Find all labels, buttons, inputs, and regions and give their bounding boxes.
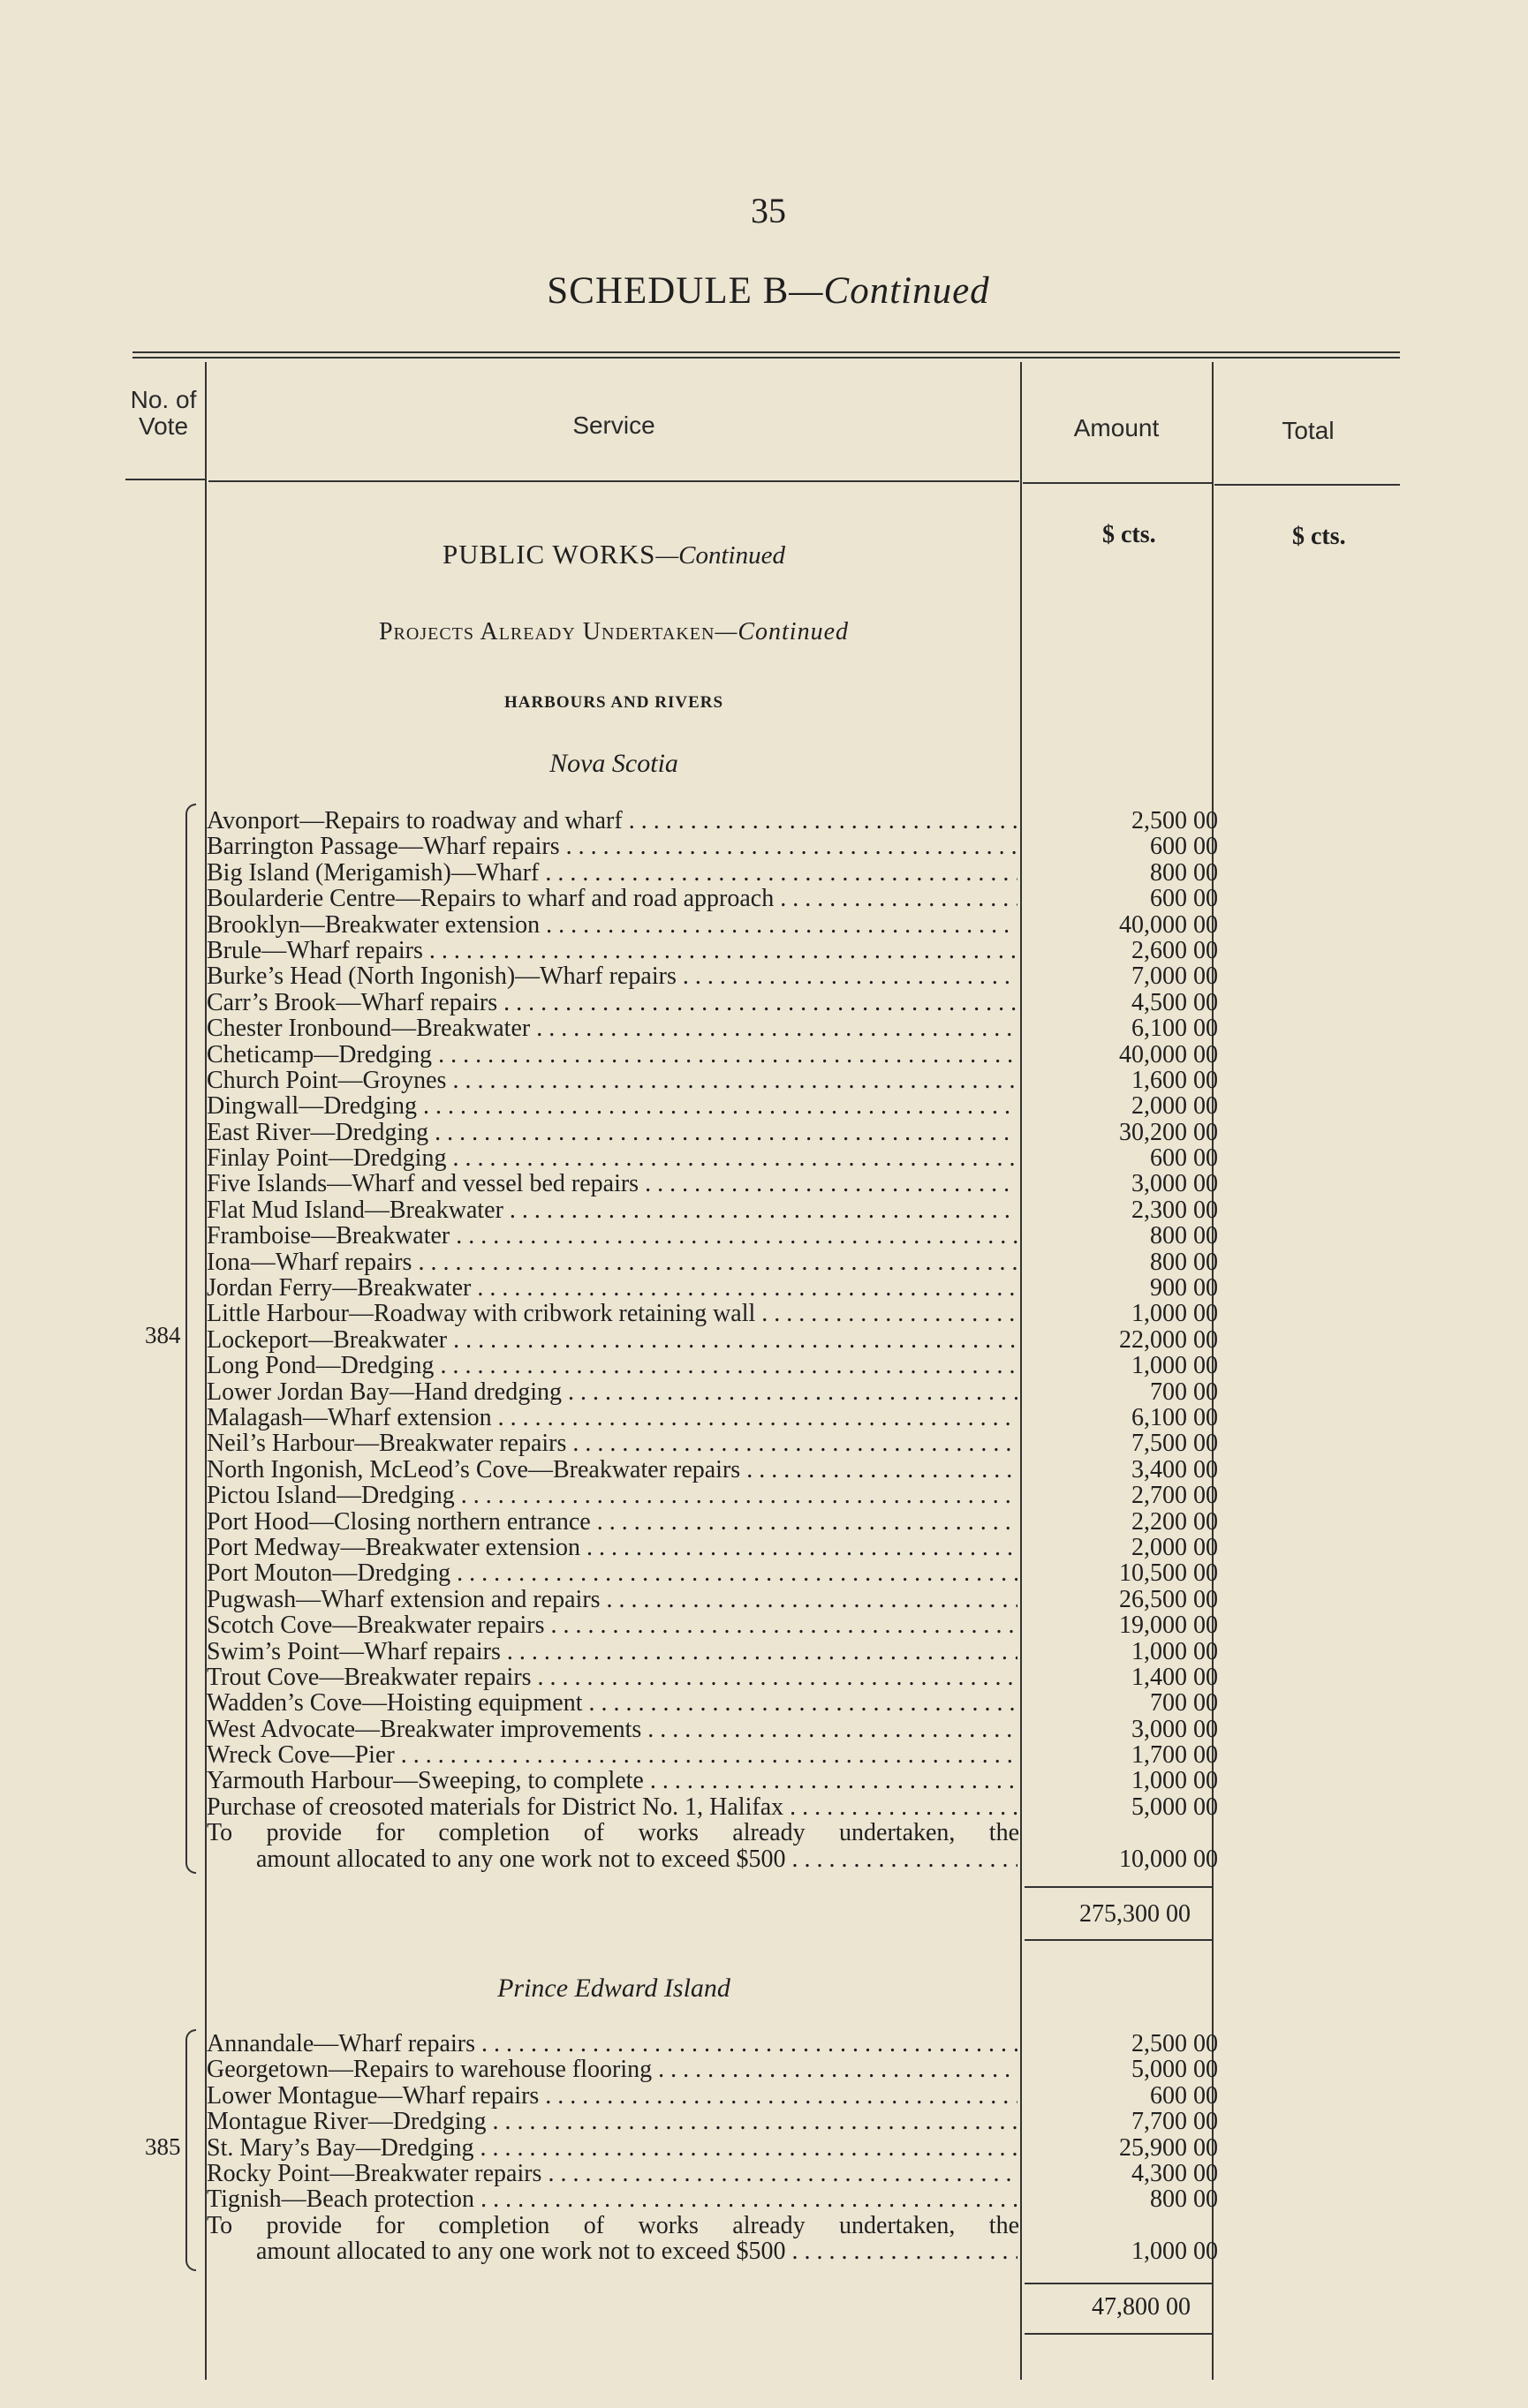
nova-scotia-items: [207, 808, 1218, 1872]
amount-value: 10,500 00: [1119, 1559, 1218, 1588]
unit-total: $ cts.: [1292, 523, 1346, 550]
amount-value: 3,400 00: [1131, 1455, 1218, 1483]
amount-value: 600 00: [1150, 885, 1218, 913]
amount-value: 1,000 00: [1131, 1352, 1218, 1380]
amount-value: 10,000 00: [1119, 1845, 1218, 1873]
service-text: St. Mary’s Bay—Dredging . . .: [207, 2135, 1017, 2161]
service-text: Malagash—Wharf extension . . .: [207, 1405, 1017, 1430]
service-text: Annandale—Wharf repairs . . .: [207, 2031, 1017, 2057]
table-row: [207, 1301, 1218, 1326]
amount-value: 7,500 00: [1131, 1430, 1218, 1458]
amount-value: 600 00: [1150, 833, 1218, 861]
amount-value: 4,300 00: [1131, 2159, 1218, 2187]
service-text: Iona—Wharf repairs . . .: [207, 1249, 1017, 1275]
group-total-pei: 47,800 00: [1092, 2293, 1191, 2321]
amount-value: 2,700 00: [1131, 1482, 1218, 1510]
subsection-title-main: Projects Already Undertaken: [378, 618, 715, 645]
table-row: [207, 1664, 1218, 1690]
total-rule-nova-scotia: [1025, 1939, 1212, 1941]
vote-brace-384: [185, 804, 196, 1874]
amount-value: 3,000 00: [1131, 1170, 1218, 1198]
amount-value: 2,200 00: [1131, 1507, 1218, 1536]
subsection-title: [208, 618, 1020, 646]
table-row: [207, 1223, 1218, 1249]
service-text: Wreck Cove—Pier . . .: [207, 1742, 1017, 1768]
header-rule-amount: [1023, 482, 1212, 484]
table-row: [207, 1535, 1218, 1560]
service-text: Jordan Ferry—Breakwater . . .: [207, 1275, 1017, 1301]
service-text: Neil’s Harbour—Breakwater repairs . . .: [207, 1430, 1017, 1456]
table-row: [207, 2135, 1218, 2161]
service-text: Yarmouth Harbour—Sweeping, to complete . . .: [207, 1768, 1017, 1793]
service-text: Finlay Point—Dredging . . .: [207, 1145, 1017, 1171]
table-row: [207, 963, 1218, 989]
amount-value: 2,300 00: [1131, 1196, 1218, 1224]
amount-value: 600 00: [1150, 1144, 1218, 1173]
table-row: [207, 1612, 1218, 1638]
table-row: [207, 2031, 1218, 2057]
table-row: [207, 1430, 1218, 1456]
table-row: [207, 1483, 1218, 1508]
unit-amount: $ cts.: [1102, 521, 1156, 548]
table-row: [207, 2083, 1218, 2109]
table-row: [207, 990, 1218, 1015]
top-rule-1: [132, 351, 1400, 353]
service-text: Little Harbour—Roadway with cribwork retaining wall . . .: [207, 1301, 1017, 1326]
service-text: Port Medway—Breakwater extension . . .: [207, 1535, 1017, 1560]
schedule-title-continued: —Continued: [789, 270, 990, 312]
header-amount: Amount: [1073, 414, 1160, 442]
vote-number-384: 384: [145, 1322, 181, 1348]
amount-value: 40,000 00: [1119, 1040, 1218, 1068]
amount-value: 1,400 00: [1131, 1663, 1218, 1691]
amount-value: 6,100 00: [1131, 1403, 1218, 1431]
amount-value: 1,000 00: [1131, 1300, 1218, 1328]
service-text: Pictou Island—Dredging . . .: [207, 1483, 1017, 1508]
section-title: [208, 539, 1020, 570]
header-no-of-vote: No. of Vote: [130, 386, 197, 440]
amount-value: 700 00: [1150, 1378, 1218, 1406]
table-row: [207, 1093, 1218, 1119]
service-text: Boularderie Centre—Repairs to wharf and road approach . . .: [207, 886, 1017, 911]
table-row: [207, 1690, 1218, 1716]
service-text: Burke’s Head (North Ingonish)—Wharf repairs . . .: [207, 963, 1017, 989]
service-text: Lower Jordan Bay—Hand dredging . . .: [207, 1379, 1017, 1405]
service-text: amount allocated to any one work not to exceed $500 . . .: [207, 2238, 1017, 2264]
pei-items: [207, 2031, 1218, 2265]
table-row: [207, 808, 1218, 834]
service-text: Cheticamp—Dredging . . .: [207, 1042, 1017, 1068]
amount-value: 25,900 00: [1119, 2133, 1218, 2162]
table-row: [207, 1717, 1218, 1742]
table-row: [207, 1042, 1218, 1068]
service-text: Brule—Wharf repairs . . .: [207, 938, 1017, 963]
header-rule-vote: [125, 479, 205, 480]
province-title-pei: Prince Edward Island: [497, 1974, 730, 2003]
table-row: [207, 1639, 1218, 1664]
service-text: Framboise—Breakwater . . .: [207, 1223, 1017, 1249]
header-rule-service: [208, 480, 1019, 482]
amount-value: 1,700 00: [1131, 1741, 1218, 1770]
service-text: amount allocated to any one work not to exceed $500 . . .: [207, 1846, 1017, 1872]
service-text: Purchase of creosoted materials for District No. 1, Halifax . . .: [207, 1794, 1017, 1820]
vote-number-385: 385: [145, 2133, 181, 2160]
amount-value: 2,600 00: [1131, 936, 1218, 964]
table-row: [207, 1560, 1218, 1586]
amount-value: 2,500 00: [1131, 2030, 1218, 2057]
amount-value: 600 00: [1150, 2081, 1218, 2110]
table-row: [207, 2057, 1218, 2082]
service-text: Brooklyn—Breakwater extension . . .: [207, 912, 1017, 938]
amount-value: 1,000 00: [1131, 1767, 1218, 1795]
table-row: [207, 912, 1218, 938]
subtotal-rule-nova-scotia: [1025, 1886, 1212, 1888]
amount-value: 30,200 00: [1119, 1118, 1218, 1146]
table-row: [207, 834, 1218, 859]
amount-value: 2,000 00: [1131, 1533, 1218, 1561]
amount-value: 900 00: [1150, 1274, 1218, 1302]
section-title-continued: —Continued: [655, 541, 785, 570]
table-row: [207, 1068, 1218, 1093]
table-row: [207, 1120, 1218, 1145]
table-row: [207, 1768, 1218, 1793]
amount-value: 19,000 00: [1119, 1612, 1218, 1640]
header-total: Total: [1282, 417, 1335, 444]
service-text: Church Point—Groynes . . .: [207, 1068, 1017, 1093]
table-row: [207, 886, 1218, 911]
amount-value: 800 00: [1150, 2185, 1218, 2214]
service-text: Pugwash—Wharf extension and repairs . . .: [207, 1587, 1017, 1612]
subtotal-rule-pei: [1025, 2283, 1212, 2284]
section-title-main: PUBLIC WORKS: [442, 539, 656, 570]
service-text: Lower Montague—Wharf repairs . . .: [207, 2083, 1017, 2109]
service-text: To provide for completion of works already undertaken, the: [207, 2212, 1019, 2239]
table-row: [207, 2161, 1218, 2186]
amount-value: 6,100 00: [1131, 1015, 1218, 1043]
table-row: [207, 938, 1218, 963]
service-text: Barrington Passage—Wharf repairs . . .: [207, 834, 1017, 859]
header-service: Service: [572, 411, 655, 439]
service-text: Port Mouton—Dredging . . .: [207, 1560, 1017, 1586]
service-text: Scotch Cove—Breakwater repairs . . .: [207, 1612, 1017, 1638]
amount-value: 40,000 00: [1119, 910, 1218, 939]
page-number: 35: [751, 191, 786, 230]
table-row: [207, 1015, 1218, 1041]
service-text: Chester Ironbound—Breakwater . . .: [207, 1015, 1017, 1041]
schedule-title: [0, 269, 1528, 313]
amount-value: 2,000 00: [1131, 1092, 1218, 1121]
service-text: Avonport—Repairs to roadway and wharf . . .: [207, 808, 1017, 834]
amount-value: 4,500 00: [1131, 988, 1218, 1016]
amount-value: 2,500 00: [1131, 807, 1218, 834]
subsection-title-continued: —Continued: [715, 618, 849, 645]
service-text: Big Island (Merigamish)—Wharf . . .: [207, 860, 1017, 886]
header-rule-total: [1214, 484, 1400, 486]
amount-value: 5,000 00: [1131, 2056, 1218, 2084]
service-text: To provide for completion of works already undertaken, the: [207, 1820, 1019, 1846]
table-row: [207, 1249, 1218, 1275]
table-row: [207, 1327, 1218, 1353]
service-text: West Advocate—Breakwater improvements . . .: [207, 1717, 1017, 1742]
category-title: HARBOURS AND RIVERS: [503, 693, 724, 712]
service-text: Long Pond—Dredging . . .: [207, 1353, 1017, 1378]
table-row: [207, 1587, 1218, 1612]
completion-row-line2: [207, 1846, 1218, 1872]
service-text: Swim’s Point—Wharf repairs . . .: [207, 1639, 1017, 1664]
table-row: [207, 1742, 1218, 1768]
group-total-nova-scotia: 275,300 00: [1079, 1900, 1191, 1928]
service-text: East River—Dredging . . .: [207, 1120, 1017, 1145]
table-row: [207, 1275, 1218, 1301]
table-row: [207, 1405, 1218, 1430]
amount-value: 800 00: [1150, 858, 1218, 887]
service-text: Georgetown—Repairs to warehouse flooring . . .: [207, 2057, 1017, 2082]
table-row: [207, 1197, 1218, 1223]
table-row: [207, 1457, 1218, 1483]
amount-value: 1,000 00: [1131, 2238, 1218, 2266]
amount-value: 7,700 00: [1131, 2108, 1218, 2136]
vote-brace-385: [185, 2029, 196, 2271]
service-text: Rocky Point—Breakwater repairs . . .: [207, 2161, 1017, 2186]
service-text: Five Islands—Wharf and vessel bed repairs . . .: [207, 1171, 1017, 1196]
service-text: Lockeport—Breakwater . . .: [207, 1327, 1017, 1353]
amount-value: 1,000 00: [1131, 1637, 1218, 1665]
service-text: Montague River—Dredging . . .: [207, 2109, 1017, 2134]
table-row: [207, 2186, 1218, 2212]
service-text: Wadden’s Cove—Hoisting equipment . . .: [207, 1690, 1017, 1716]
table-row: [207, 1145, 1218, 1171]
service-text: Flat Mud Island—Breakwater . . .: [207, 1197, 1017, 1223]
service-text: Carr’s Brook—Wharf repairs . . .: [207, 990, 1017, 1015]
table-row: [207, 1171, 1218, 1196]
amount-value: 7,000 00: [1131, 962, 1218, 991]
amount-value: 22,000 00: [1119, 1325, 1218, 1354]
completion-row-line1: [207, 1820, 1218, 1846]
amount-value: 3,000 00: [1131, 1715, 1218, 1743]
completion-row-line1: [207, 2213, 1218, 2238]
service-text: Tignish—Beach protection . . .: [207, 2186, 1017, 2212]
table-row: [207, 2109, 1218, 2134]
top-rule-2: [132, 357, 1400, 359]
amount-value: 1,600 00: [1131, 1066, 1218, 1094]
total-rule-pei: [1025, 2333, 1212, 2335]
table-row: [207, 1379, 1218, 1405]
amount-value: 26,500 00: [1119, 1585, 1218, 1613]
schedule-title-main: SCHEDULE B: [547, 270, 790, 312]
table-row: [207, 1353, 1218, 1378]
table-row: [207, 1509, 1218, 1535]
province-title-nova-scotia: Nova Scotia: [549, 749, 678, 778]
table-row: [207, 1794, 1218, 1820]
service-text: Dingwall—Dredging . . .: [207, 1093, 1017, 1119]
amount-value: 800 00: [1150, 1248, 1218, 1276]
table-row: [207, 860, 1218, 886]
amount-value: 800 00: [1150, 1222, 1218, 1250]
service-text: Port Hood—Closing northern entrance . . .: [207, 1509, 1017, 1535]
service-text: Trout Cove—Breakwater repairs . . .: [207, 1664, 1017, 1690]
completion-row-line2: [207, 2238, 1218, 2264]
service-text: North Ingonish, McLeod’s Cove—Breakwater repairs . . .: [207, 1457, 1017, 1483]
amount-value: 5,000 00: [1131, 1793, 1218, 1821]
amount-value: 700 00: [1150, 1689, 1218, 1717]
